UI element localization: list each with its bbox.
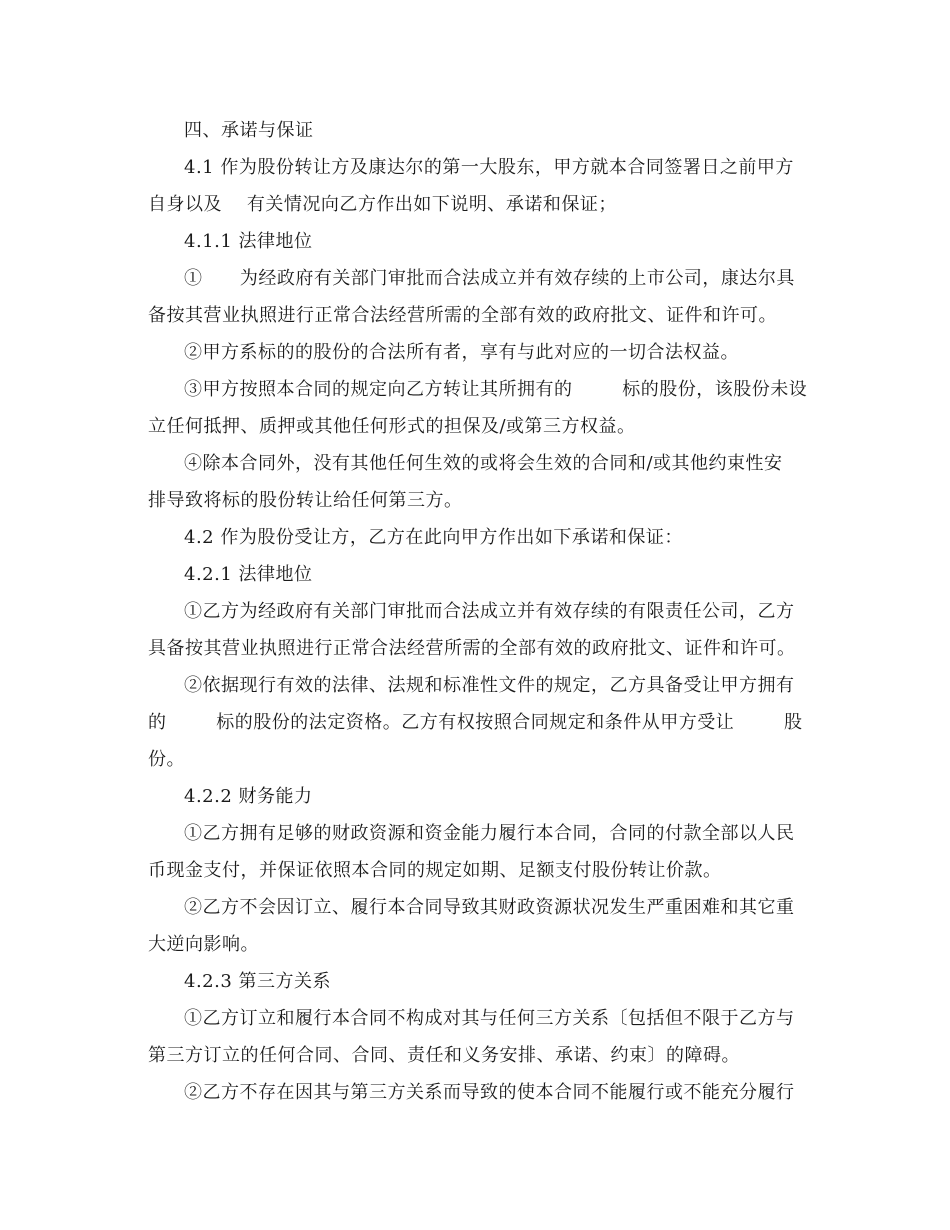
paragraph-line: 份。 <box>148 749 185 770</box>
paragraph-line: ①乙方为经政府有关部门审批而合法成立并有效存续的有限责任公司，乙方 <box>184 601 795 622</box>
document-page <box>148 112 808 1111</box>
paragraph-line: 自身以及 有关情况向乙方作出如下说明、承诺和保证； <box>148 194 617 215</box>
paragraph-line: 的 标的股份的法定资格。乙方有权按照合同规定和条件从甲方受让 股 <box>148 712 803 733</box>
paragraph-line: ②甲方系标的的股份的合法所有者，享有与此对应的一切合法权益。 <box>184 342 739 363</box>
paragraph-line: 具备按其营业执照进行正常合法经营所需的全部有效的政府批文、证件和许可。 <box>148 638 796 659</box>
paragraph-line: 立任何抵押、质押或其他任何形式的担保及/或第三方权益。 <box>148 416 636 437</box>
paragraph-line: ①乙方拥有足够的财政资源和资金能力履行本合同，合同的付款全部以人民 <box>184 823 795 844</box>
subsection-heading: 4.2.1 法律地位 <box>184 564 313 585</box>
paragraph-line: 大逆向影响。 <box>148 934 259 955</box>
paragraph-line: 4.2 作为股份受让方，乙方在此向甲方作出如下承诺和保证： <box>184 527 683 548</box>
paragraph-line: ④除本合同外，没有其他任何生效的或将会生效的合同和/或其他约束性安 <box>184 453 783 474</box>
subsection-heading: 4.1.1 法律地位 <box>184 231 313 252</box>
section-heading: 四、承诺与保证 <box>184 120 314 141</box>
paragraph-line: 第三方订立的任何合同、合同、责任和义务安排、承诺、约束〕的障碍。 <box>148 1045 740 1066</box>
paragraph-line: ②依据现行有效的法律、法规和标准性文件的规定，乙方具备受让甲方拥有 <box>184 675 795 696</box>
paragraph-line: ③甲方按照本合同的规定向乙方转让其所拥有的 标的股份，该股份未设 <box>184 379 808 400</box>
paragraph-line: 备按其营业执照进行正常合法经营所需的全部有效的政府批文、证件和许可。 <box>148 305 777 326</box>
paragraph-line: ②乙方不会因订立、履行本合同导致其财政资源状况发生严重困难和其它重 <box>184 897 795 918</box>
paragraph-line: ① 为经政府有关部门审批而合法成立并有效存续的上市公司，康达尔具 <box>184 268 795 289</box>
subsection-heading: 4.2.3 第三方关系 <box>184 971 332 992</box>
paragraph-line: 4.1 作为股份转让方及康达尔的第一大股东，甲方就本合同签署日之前甲方 <box>184 157 794 178</box>
subsection-heading: 4.2.2 财务能力 <box>184 786 313 807</box>
paragraph-line: ②乙方不存在因其与第三方关系而导致的使本合同不能履行或不能充分履行 <box>184 1082 795 1103</box>
paragraph-line: 排导致将标的股份转让给任何第三方。 <box>148 490 463 511</box>
paragraph-line: 币现金支付，并保证依照本合同的规定如期、足额支付股份转让价款。 <box>148 860 722 881</box>
paragraph-line: ①乙方订立和履行本合同不构成对其与任何三方关系〔包括但不限于乙方与 <box>184 1008 795 1029</box>
